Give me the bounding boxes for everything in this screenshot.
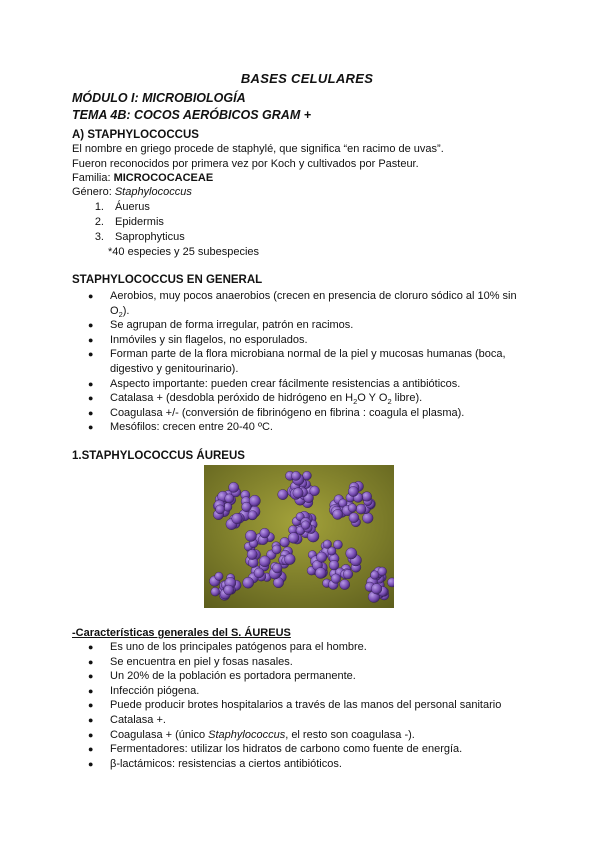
list-item: ● Es uno de los principales patógenos para el hombre. — [88, 641, 367, 653]
list-item: ● Se agrupan de forma irregular, patrón en racimos. — [88, 319, 354, 332]
list-item: ● Un 20% de la población es portadora permanente. — [88, 670, 356, 683]
general-bullet-list — [88, 289, 538, 435]
intro-line-2: Fueron reconocidos por primera vez por Koch y cultivados por Pasteur. — [72, 158, 419, 170]
list-item: ● Fermentadores: utilizar los hidratos de carbono como fuente de energía. — [88, 743, 463, 756]
list-item: ● Aspecto importante: pueden crear fácilmente resistencias a antibióticos. — [88, 377, 461, 390]
species-note: *40 especies y 25 subespecies — [108, 246, 260, 258]
genus-line — [72, 185, 192, 200]
list-item: ● Catalasa +. — [88, 713, 166, 726]
module-heading: MÓDULO I: MICROBIOLOGÍA — [72, 91, 246, 105]
family-value: MICROCOCACEAE — [113, 172, 214, 184]
aureus-subheading: -Características generales del S. ÁUREUS — [72, 627, 291, 639]
list-item: ● Forman parte de la flora microbiana normal de la piel y mucosas humanas (boca, digestivo y genitourinario). — [88, 348, 506, 375]
list-item: ● Se encuentra en piel y fosas nasales. — [88, 655, 293, 668]
list-item: ● β-lactámicos: resistencias a ciertos antibióticos. — [88, 757, 342, 770]
list-item: ● Coagulasa +/- (conversión de fibrinógeno en fibrina : coagula el plasma). — [88, 406, 465, 419]
list-item: ● Mesófilos: crecen entre 20-40 ºC. — [88, 421, 273, 434]
general-heading: STAPHYLOCOCCUS EN GENERAL — [72, 274, 263, 286]
intro-line-1: El nombre en griego procede de staphylé, que significa “en racimo de uvas”. — [72, 143, 444, 155]
staphylococcus-micrograph — [204, 465, 394, 608]
aureus-bullet-list — [88, 640, 538, 771]
list-item: ● Puede producir brotes hospitalarios a través de las manos del personal sanitario — [88, 699, 502, 712]
aureus-heading: 1.STAPHYLOCOCCUS ÁUREUS — [72, 450, 245, 462]
family-label: Familia: — [72, 172, 114, 184]
list-item: ● Catalasa + (desdobla peróxido de hidrógeno en $H_2O$ Y $O_2$ libre). — [88, 392, 423, 407]
list-item: ● Coagulasa + (único Staphylococcus, el resto son coagulasa -). — [88, 728, 415, 741]
list-item: ● Aerobios, muy pocos anaerobios (crecen en presencia de cloruro sódico al 10% $\sin O_2$). — [88, 290, 517, 319]
genus-label: Género: — [72, 186, 115, 198]
topic-heading: TEMA 4B: COCOS AERÓBICOS GRAM + — [72, 108, 312, 122]
section-a-heading: A) STAPHYLOCOCCUS — [72, 129, 199, 141]
list-item: ● Inmóviles y sin flagelos, no esporulados. — [88, 333, 308, 346]
document-title: BASES CELULARES — [240, 71, 374, 86]
list-item: ● Infección piógena. — [88, 684, 200, 697]
family-line — [72, 171, 213, 186]
genus-value: Staphylococcus — [114, 186, 192, 198]
